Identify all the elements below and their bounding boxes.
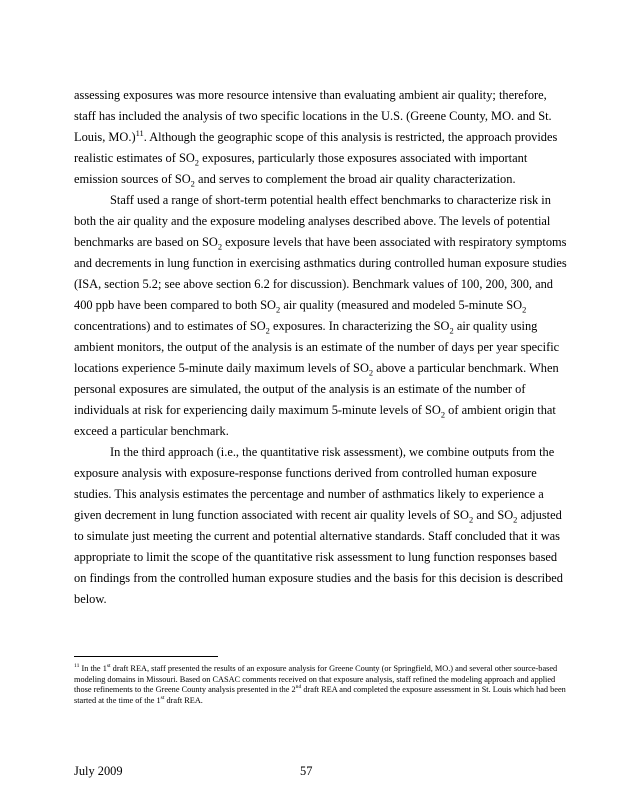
subscript: 2 [449, 325, 454, 336]
paragraph [74, 442, 568, 610]
superscript: st [106, 663, 111, 670]
text-run: air quality (measured and modeled 5-minute SO [280, 298, 523, 312]
subscript: 2 [190, 178, 195, 189]
subscript: 2 [265, 325, 270, 336]
superscript: st [160, 695, 165, 702]
text-run: exposures. In characterizing the SO [269, 319, 450, 333]
text-run: above a particular benchmark. When personal exposures are simulated, the output of the analysis is an estimate of the number of individuals at risk for experiencing daily maximum 5-minute levels of SO [74, 361, 559, 417]
footnote-separator [74, 656, 218, 657]
text-run: Staff used a range of short-term potential health effect benchmarks to characterize risk in both the air quality and the exposure modeling analyses described above. The levels of potential benchmarks are based on SO [74, 193, 551, 249]
text-run: concentrations) and to estimates of SO [74, 319, 266, 333]
subscript: 2 [217, 241, 223, 252]
text-run: air quality using ambient monitors, the output of the analysis is an estimate of the number of days per year specific locations experience 5-minute daily maximum levels of SO [74, 319, 560, 375]
text-run: adjusted to simulate just meeting the current and potential alternative standards. Staff concluded that it was appropriate to limit the scope of the quantitative risk assessment to lung function responses based on findings from the controlled human exposure studies and the basis for this decision is described below. [74, 508, 563, 606]
subscript: 2 [469, 514, 474, 525]
superscript: nd [295, 684, 302, 691]
text-run: exposures, particularly those exposures associated with important emission sources of SO [74, 151, 528, 186]
text-run: assessing exposures was more resource intensive than evaluating ambient air quality; therefore, staff has included the analysis of two specific locations in the U.S. (Greene County, MO. and St. Louis, MO.) [74, 88, 552, 144]
paragraph [74, 190, 568, 442]
text-run: In the third approach (i.e., the quantitative risk assessment), we combine outputs from the exposure analysis with exposure-response functions derived from controlled human exposure studies. This analysis estimates the percentage and number of asthmatics likely to experience a given decrement in lung function associated with recent air quality levels of SO [74, 445, 555, 522]
text-run: of ambient origin that exceed a particular benchmark. [74, 403, 556, 438]
footnote [74, 664, 568, 706]
footer-date: July 2009 [74, 764, 123, 778]
text-run: and serves to complement the broad air quality characterization. [194, 172, 516, 186]
text-run: and SO [473, 508, 514, 522]
text-run: exposure levels that have been associated with respiratory symptoms and decrements in lung function in exercising asthmatics during controlled human exposure studies (ISA, section 5.2; see above section 6.2 for discussion). Benchmark values of 100, 200, 300, and 400 ppb have been compared to both SO [74, 235, 567, 312]
superscript: 11 [74, 663, 80, 670]
body-text [74, 85, 568, 610]
text-run: draft REA, staff presented the results of an exposure analysis for Greene County (or Springfield, MO.) and several other source-based modeling domains in Missouri. Based on CASAC comments received on that exposure analysis, staff refined the modeling approach and applied those refinements to the Greene County analysis presented in the 2 [74, 664, 558, 695]
subscript: 2 [194, 157, 199, 168]
subscript: 2 [513, 514, 518, 525]
text-run: draft REA. [164, 695, 203, 705]
text-run: . Although the geographic scope of this analysis is restricted, the approach provides realistic estimates of SO [74, 130, 558, 165]
text-run: draft REA and completed the exposure assessment in St. Louis which had been started at the time of the 1 [74, 685, 566, 705]
page-number: 57 [300, 764, 313, 778]
subscript: 2 [522, 304, 527, 315]
subscript: 2 [276, 304, 281, 315]
subscript: 2 [368, 367, 374, 378]
text-run: In the 1 [79, 664, 107, 673]
paragraph [74, 85, 568, 190]
superscript: 11 [135, 127, 144, 138]
subscript: 2 [440, 409, 446, 420]
